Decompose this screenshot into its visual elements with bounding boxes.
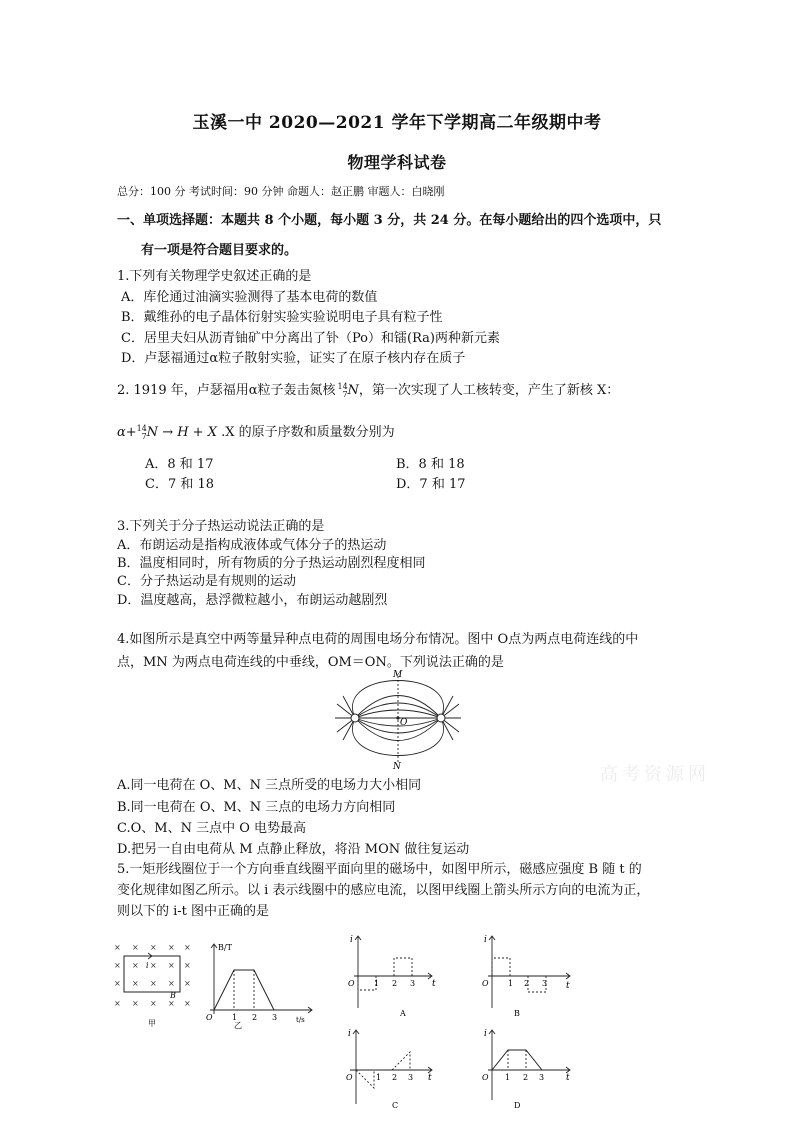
graph-c-x: t: [428, 1073, 432, 1083]
svg-text:×: ×: [132, 961, 139, 970]
svg-text:×: ×: [132, 979, 139, 988]
graph-a-label: A: [400, 1009, 406, 1018]
q1-option-d: D．卢瑟福通过α粒子散射实验，证实了在原子核内存在质子: [121, 351, 466, 366]
svg-text:×: ×: [114, 999, 121, 1008]
q2-option-b: B．8 和 18: [396, 457, 465, 472]
q2-nucleus-numbers: [338, 383, 348, 399]
positive-charge-icon: [351, 714, 359, 722]
graph-b-x: t: [566, 981, 570, 991]
q1-option-c: C．居里夫妇从沥青铀矿中分离出了钋（Po）和镭(Ra)两种新元素: [121, 331, 500, 346]
q2-stem-part2: ，第一次实现了人工核转变，产生了新核 X：: [358, 383, 620, 398]
graph-a-tick-1: 1: [374, 979, 380, 988]
svg-text:×: ×: [168, 943, 175, 952]
q4-option-a: A.同一电荷在 O、M、N 三点所受的电场力大小相同: [117, 778, 422, 793]
fig-yi-tick-1: 1: [232, 1013, 238, 1022]
q2-eq-nucleus-symbol: N: [146, 425, 159, 440]
svg-text:×: ×: [184, 943, 191, 952]
current-arrow-icon: [144, 953, 152, 959]
svg-text:×: ×: [114, 979, 121, 988]
svg-text:×: ×: [184, 999, 191, 1008]
q2-option-c: C．7 和 18: [145, 477, 215, 492]
svg-text:×: ×: [150, 979, 157, 988]
q4-option-d: D.把另一自由电荷从 M 点静止释放，将沿 MON 做往复运动: [117, 842, 470, 857]
fig-yi-tick-2: 2: [252, 1013, 258, 1022]
svg-text:×: ×: [168, 961, 175, 970]
q5-stem-line2: 变化规律如图乙所示。以 i 表示线圈中的感应电流，以图甲线圈上箭头所示方向的电流为正，: [117, 883, 650, 898]
q5-graph-c: [340, 1022, 440, 1112]
graph-c-y: i: [348, 1029, 351, 1039]
q3-option-a: A．布朗运动是指构成液体或气体分子的热运动: [117, 538, 387, 553]
q3-stem: 3.下列关于分子热运动说法正确的是: [117, 519, 325, 534]
q1-option-a: A．库伦通过油滴实验测得了基本电荷的数值: [121, 290, 378, 305]
fig-jia-label: 甲: [148, 1019, 156, 1028]
exam-subtitle: 物理学科试卷: [347, 153, 447, 172]
q2-option-d: D．7 和 17: [396, 477, 466, 492]
q2-eq-alpha: α+: [117, 425, 137, 440]
q3-option-b: B．温度相同时，所有物质的分子热运动剧烈程度相同: [117, 556, 426, 571]
section-heading-line2: 有一项是符合题目要求的。: [141, 243, 298, 258]
graph-d-origin: O: [482, 1073, 489, 1082]
q2-nucleus-symbol: N: [347, 383, 359, 398]
q2-eq-nucleus-charge: 7: [141, 431, 147, 441]
graph-c-origin: O: [346, 1073, 353, 1082]
negative-charge-icon: [437, 714, 445, 722]
fig-jia-i-label: i: [146, 961, 149, 970]
q5-stem-line1: 5.一矩形线圈位于一个方向垂直线圈平面向里的磁场中，如图甲所示，磁感应强度 B 随 t 的: [117, 862, 642, 877]
q1-stem: 1.下列有关物理学史叙述正确的是: [117, 269, 312, 284]
exam-meta: 总分：100 分 考试时间：90 分钟 命题人：赵正鹏 审题人：白晓刚: [117, 185, 445, 198]
graph-a-tick-2: 2: [392, 979, 398, 988]
q2-option-a: A．8 和 17: [145, 457, 214, 472]
graph-d-tick-3: 3: [539, 1073, 545, 1082]
graph-c-tick-3: 3: [408, 1073, 414, 1082]
q5-stem-line3: 则以下的 i-t 图中正确的是: [117, 904, 270, 919]
q4-stem-line1: 4.如图所示是真空中两等量异种点电荷的周围电场分布情况。图中 O点为两点电荷连线的中: [117, 632, 639, 647]
q2-nucleus-charge: 7: [342, 389, 348, 399]
q2-equation: [117, 421, 395, 441]
q4-dipole-field-figure: [333, 668, 463, 770]
q4-option-b: B.同一电荷在 O、M、N 三点的电场力方向相同: [117, 800, 396, 815]
graph-b-origin: O: [482, 979, 489, 988]
graph-c-label: C: [392, 1101, 399, 1110]
svg-text:×: ×: [150, 999, 157, 1008]
graph-b-label: B: [514, 1009, 520, 1018]
svg-text:×: ×: [150, 943, 157, 952]
graph-a-x: t: [432, 979, 436, 989]
q2-eq-tail: X 的原子序数和质量数分别为: [225, 425, 395, 440]
svg-text:×: ×: [168, 979, 175, 988]
q5-graph-a: [340, 928, 440, 1018]
graph-d-tick-1: 1: [505, 1073, 511, 1082]
q4-stem-line2: 点，MN 为两点电荷连线的中垂线，OM＝ON。下列说法正确的是: [117, 655, 504, 670]
fig-yi-origin: O: [206, 1013, 213, 1022]
label-m: M: [393, 670, 403, 680]
q2-nucleus-mass: 14: [337, 381, 348, 391]
svg-text:×: ×: [132, 943, 139, 952]
q2-stem-part1: 2. 1919 年，卢瑟福用α粒子轰击氮核: [117, 383, 336, 398]
svg-text:×: ×: [150, 961, 157, 970]
graph-d-tick-2: 2: [523, 1073, 529, 1082]
fig-yi-tick-3: 3: [272, 1013, 278, 1022]
label-n: N: [393, 762, 401, 770]
graph-a-y: i: [350, 935, 353, 945]
section-heading: 一、单项选择题：本题共 8 个小题，每小题 3 分，共 24 分。在每小题给出的四个选项中，只: [117, 213, 662, 228]
q5-fig-jia: [110, 938, 192, 1030]
graph-a-origin: O: [348, 979, 355, 988]
q2-eq-rest: → H + X .: [162, 425, 226, 440]
graph-d-y: i: [484, 1029, 487, 1039]
graph-d-label: D: [514, 1101, 521, 1110]
svg-text:×: ×: [168, 999, 175, 1008]
q2-eq-nucleus-numbers: [137, 425, 147, 441]
label-o: O: [400, 718, 408, 728]
fig-yi-x-axis: t/s: [296, 1016, 305, 1024]
graph-d-x: t: [566, 1073, 570, 1083]
graph-b-tick-3: 3: [542, 979, 548, 988]
watermark: 高考资源网: [600, 764, 710, 785]
svg-text:×: ×: [114, 961, 121, 970]
fig-yi-label: 乙: [234, 1021, 242, 1030]
exam-title: 玉溪一中 2020—2021 学年下学期高二年级期中考: [192, 113, 602, 133]
fig-jia-b-label: B: [170, 991, 176, 1000]
graph-a-tick-3: 3: [410, 979, 416, 988]
graph-b-tick-1: 1: [508, 979, 514, 988]
q3-option-c: C．分子热运动是有规则的运动: [117, 574, 296, 589]
graph-c-tick-2: 2: [392, 1073, 398, 1082]
q1-option-b: B．戴维孙的电子晶体衍射实验实验说明电子具有粒子性: [121, 310, 443, 325]
q2-eq-nucleus-mass: 14: [136, 423, 147, 433]
graph-c-tick-1: 1: [376, 1073, 382, 1082]
q5-graph-d: [478, 1022, 578, 1112]
graph-b-y: i: [484, 935, 487, 945]
q2-stem: [117, 379, 619, 399]
svg-text:×: ×: [184, 961, 191, 970]
q3-option-d: D．温度越高，悬浮微粒越小，布朗运动越剧烈: [117, 593, 388, 608]
field-cross-marks: [114, 943, 191, 1008]
q4-option-c: C.O、M、N 三点中 O 电势最高: [117, 821, 307, 836]
svg-text:×: ×: [114, 943, 121, 952]
fig-yi-y-axis: B/T: [218, 943, 232, 952]
q5-graph-b: [478, 928, 578, 1018]
svg-text:×: ×: [132, 999, 139, 1008]
q5-fig-yi: [200, 938, 320, 1030]
svg-text:×: ×: [184, 979, 191, 988]
graph-b-tick-2: 2: [524, 979, 530, 988]
